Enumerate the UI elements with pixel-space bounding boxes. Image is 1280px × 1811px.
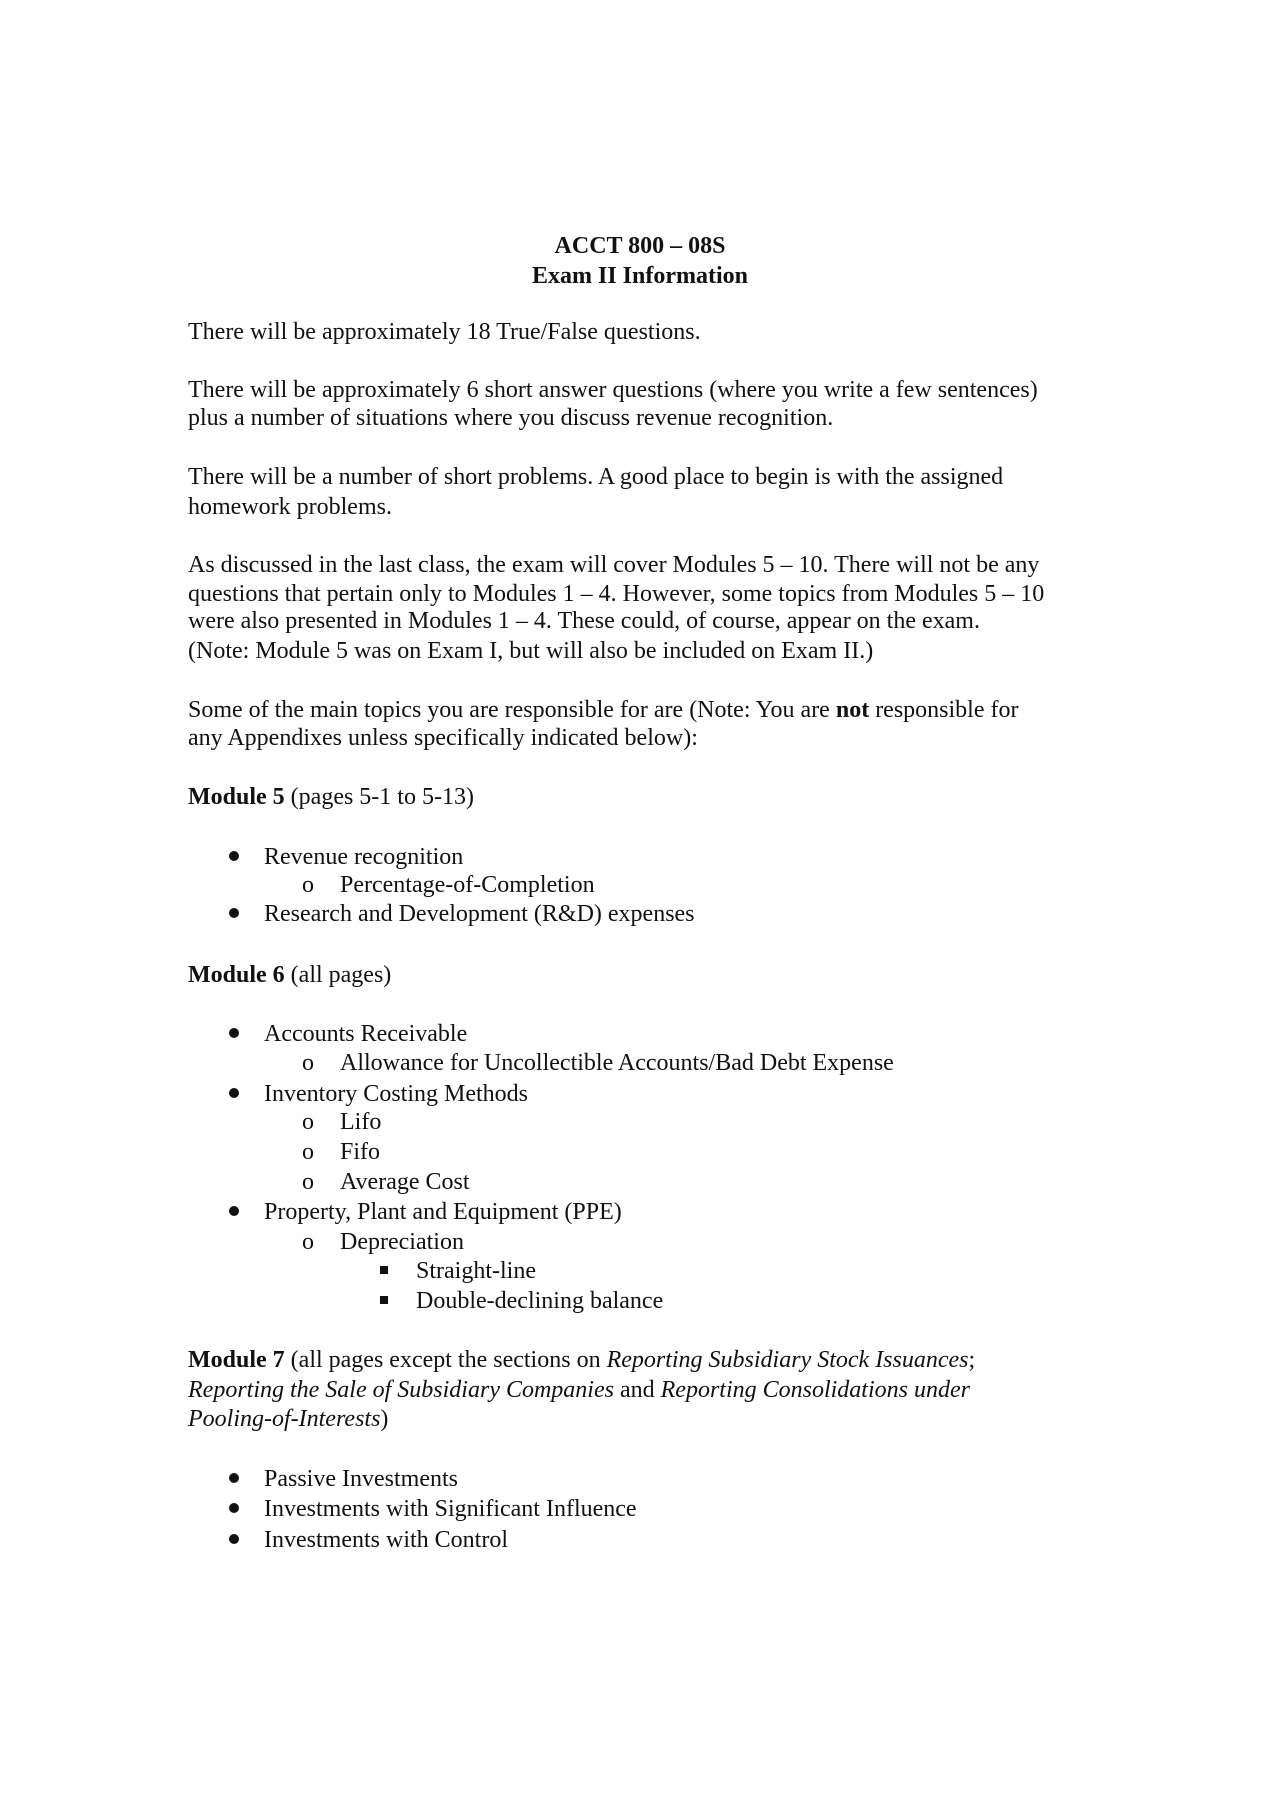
list-item: Accounts Receivable (264, 1021, 468, 1047)
list-item: Property, Plant and Equipment (PPE) (264, 1199, 622, 1225)
list-item: Research and Development (R&D) expenses (264, 901, 695, 927)
bullet-circle: o (302, 1109, 314, 1135)
list-item: Revenue recognition (264, 844, 464, 870)
coverage-line-1: As discussed in the last class, the exam will cover Modules 5 – 10. There will not be any (188, 552, 1040, 578)
bullet-circle: o (302, 872, 314, 898)
topics-not: not (835, 697, 870, 723)
course-heading: ACCT 800 – 08S (554, 233, 726, 259)
module-6-heading (188, 963, 391, 987)
bullet-circle: o (302, 1169, 314, 1195)
page-title: Exam II Information (531, 263, 748, 289)
short-problems-line-2: homework problems. (188, 494, 392, 520)
list-item: Lifo (340, 1109, 382, 1135)
list-item: Passive Investments (264, 1466, 458, 1492)
list-item: Fifo (340, 1139, 381, 1165)
bullet-square (380, 1266, 388, 1274)
bullet-dot (229, 1503, 239, 1513)
coverage-line-2: questions that pertain only to Modules 1 – 4. However, some topics from Modules 5 – 10 (188, 581, 1045, 607)
module-7-heading-line-3 (188, 1407, 388, 1431)
module-7-scope-italic-2: Reporting the Sale of Subsidiary Companies (188, 1377, 614, 1403)
module-5-label: Module 5 (188, 784, 285, 810)
bullet-dot (229, 851, 239, 861)
module-7-scope-d: ) (380, 1406, 389, 1432)
topics-text-b: responsible for (869, 697, 1019, 723)
list-item: Allowance for Uncollectible Accounts/Bad Debt Expense (340, 1050, 894, 1076)
coverage-line-3: were also presented in Modules 1 – 4. These could, of course, appear on the exam. (188, 608, 980, 634)
module-6-label: Module 6 (188, 962, 285, 988)
bullet-dot (229, 1088, 239, 1098)
module-7-scope-italic-3: Reporting Consolidations under (660, 1377, 970, 1403)
list-item: Depreciation (340, 1229, 464, 1255)
list-item: Average Cost (340, 1169, 470, 1195)
topics-line-2: any Appendixes unless specifically indicated below): (188, 725, 698, 751)
short-problems-line-1: There will be a number of short problems. A good place to begin is with the assigned (188, 464, 1004, 490)
module-7-scope-c: and (613, 1377, 661, 1403)
short-answer-line-1: There will be approximately 6 short answer questions (where you write a few sentences) (188, 377, 1038, 403)
module-7-scope-italic-4: Pooling-of-Interests (188, 1406, 381, 1432)
tf-paragraph: There will be approximately 18 True/False questions. (188, 319, 701, 345)
module-5-heading (188, 785, 474, 809)
topics-text-a: Some of the main topics you are responsible for are (Note: You are (188, 697, 836, 723)
module-7-heading (188, 1348, 975, 1372)
module-7-label: Module 7 (188, 1347, 285, 1373)
bullet-dot (229, 908, 239, 918)
bullet-square (380, 1296, 388, 1304)
coverage-line-4: (Note: Module 5 was on Exam I, but will also be included on Exam II.) (188, 638, 874, 664)
module-7-scope-b: ; (968, 1347, 976, 1373)
list-item: Investments with Significant Influence (264, 1496, 637, 1522)
module-6-scope: (all pages) (284, 962, 392, 988)
short-answer-line-2: plus a number of situations where you discuss revenue recognition. (188, 405, 834, 431)
module-7-heading-line-2 (188, 1378, 970, 1402)
list-item: Straight-line (416, 1258, 536, 1284)
bullet-dot (229, 1206, 239, 1216)
bullet-dot (229, 1534, 239, 1544)
module-5-scope: (pages 5-1 to 5-13) (284, 784, 474, 810)
bullet-dot (229, 1028, 239, 1038)
module-7-scope-a: (all pages except the sections on (284, 1347, 607, 1373)
list-item: Investments with Control (264, 1527, 508, 1553)
module-7-scope-italic-1: Reporting Subsidiary Stock Issuances (606, 1347, 969, 1373)
bullet-circle: o (302, 1139, 314, 1165)
bullet-circle: o (302, 1229, 314, 1255)
topics-line-1 (188, 698, 1018, 722)
bullet-circle: o (302, 1050, 314, 1076)
bullet-dot (229, 1473, 239, 1483)
list-item: Double-declining balance (416, 1288, 664, 1314)
list-item: Percentage-of-Completion (340, 872, 595, 898)
list-item: Inventory Costing Methods (264, 1081, 528, 1107)
